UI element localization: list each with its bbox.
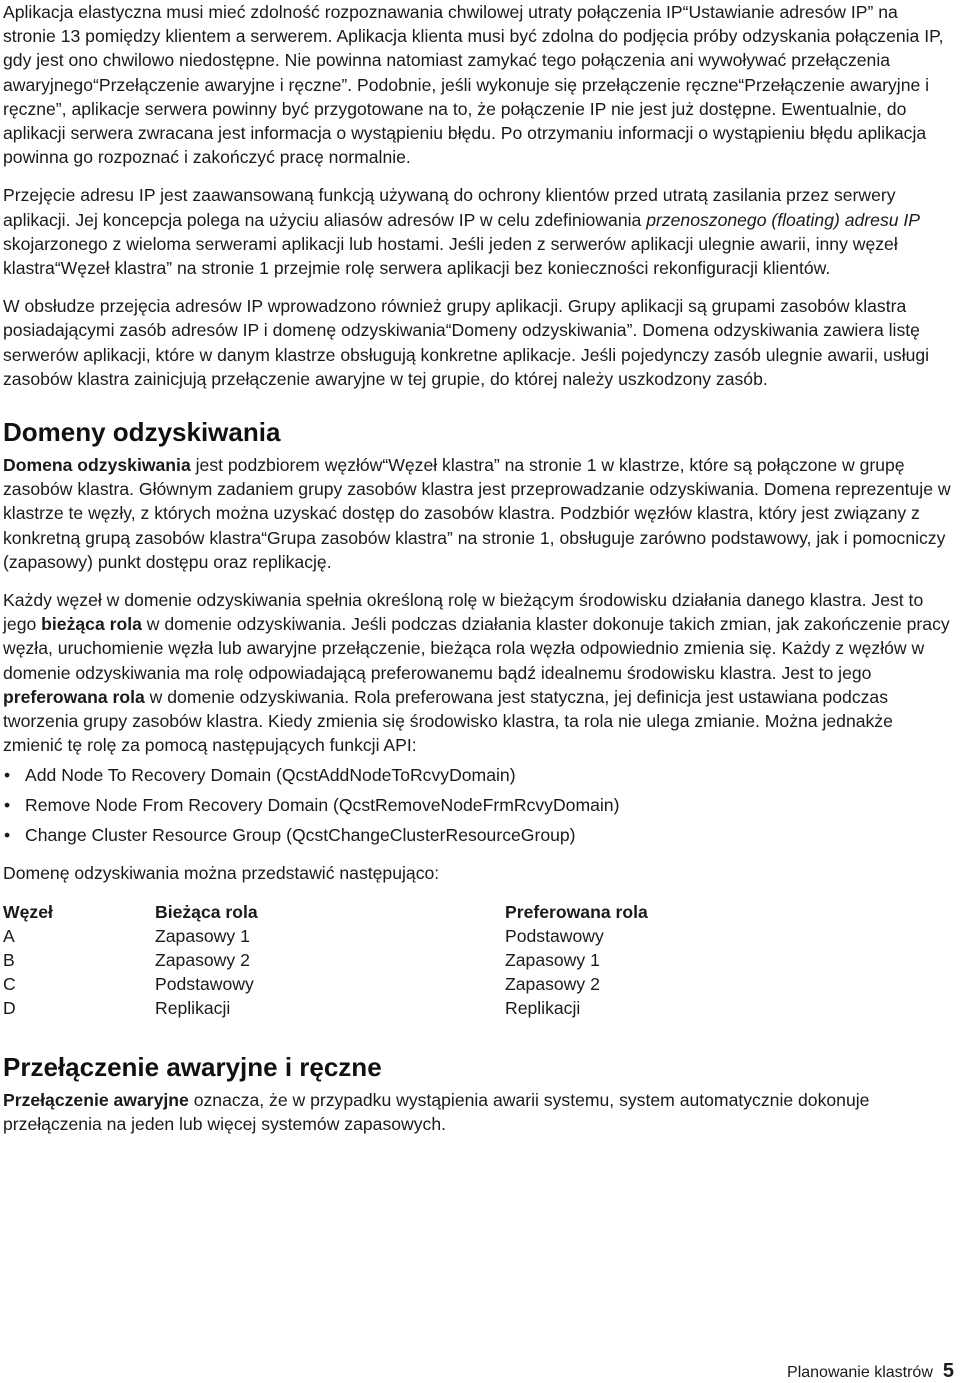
text-run: Aplikacja elastyczna musi mieć zdolność rozpoznawania chwilowej utraty połączenia IP <box>3 2 683 22</box>
text-run: skojarzonego z wieloma serwerami aplikacji lub hostami. Jeśli jeden z serwerów aplikacji ulegnie awarii, inny węzeł klastra <box>3 233 898 279</box>
table-cell: D <box>3 997 16 1018</box>
table-cell: Zapasowy 1 <box>155 925 250 946</box>
column-header-current-role: Bieżąca rola <box>155 901 258 922</box>
text-run: oznacza, że w przypadku wystąpienia awarii systemu, system automatycznie dokonuje przełączenia na jeden lub więcej systemów zapasowych. <box>3 1089 870 1134</box>
table-row <box>3 924 805 948</box>
table-cell: Zapasowy 2 <box>155 949 250 970</box>
paragraph-recovery-domain-definition <box>3 453 955 574</box>
term-recovery-domain: Domena odzyskiwania <box>3 455 191 476</box>
table-cell: C <box>3 973 16 994</box>
table-cell: Replikacji <box>155 997 231 1018</box>
column-header-node: Węzeł <box>3 901 53 922</box>
footer-title: Planowanie klastrów <box>787 1364 933 1381</box>
term-preferred-role: preferowana rola <box>3 686 145 707</box>
floating-ip-term: przenoszonego (floating) adresu IP <box>646 209 921 230</box>
document-page <box>3 0 955 1136</box>
heading-recovery-domains: Domeny odzyskiwania <box>3 417 281 448</box>
paragraph-ip-takeover <box>3 183 955 280</box>
bullet-icon: • <box>4 825 11 846</box>
link-switchover[interactable]: “Przełączenie awaryjne i ręczne” <box>3 74 930 119</box>
text-run: w domenie odzyskiwania. Rola preferowana jest statyczna, jej definicja jest ustawiana podczas tworzenia grupy zasobów klastra. Kiedy zmienia się środowisko klastra, ta rola nie ulega zmianie. Można jednakże zmienić tę rolę za pomocą następujących funkcji API: <box>3 686 893 756</box>
table-cell: Replikacji <box>505 997 581 1018</box>
column-header-preferred-role: Preferowana rola <box>505 901 648 922</box>
link-failover[interactable]: “Przełączenie awaryjne i ręczne” <box>92 74 348 95</box>
list-item <box>3 793 955 823</box>
text-run: , obsługuje zarówno podstawowy, jak i pomocniczy (zapasowy) punkt dostępu oraz replikację. <box>3 527 946 572</box>
list-item <box>3 823 955 853</box>
list-item-text: Add Node To Recovery Domain (QcstAddNodeToRcvyDomain) <box>25 765 516 786</box>
text-run: Każdy węzeł w domenie odzyskiwania spełnia określoną rolę w bieżącym środowisku działania danego klastra. Jest to jego <box>3 590 924 635</box>
paragraph-ip-failure <box>3 0 955 169</box>
link-cluster-node[interactable]: “Węzeł klastra” na stronie 1 <box>382 455 597 476</box>
paragraph-representation: Domenę odzyskiwania można przedstawić następująco: <box>3 863 440 884</box>
page-footer <box>787 1361 954 1383</box>
text-run: jest podzbiorem węzłów <box>190 455 383 476</box>
table-cell: Podstawowy <box>155 973 254 994</box>
table-cell: Zapasowy 2 <box>505 973 600 994</box>
list-item <box>3 763 955 793</box>
table-cell: B <box>3 949 15 970</box>
table-cell: Podstawowy <box>505 925 604 946</box>
paragraph-application-groups <box>3 294 955 391</box>
text-run: przejmie rolę serwera aplikacji bez konieczności rekonfiguracji klientów. <box>268 258 831 279</box>
paragraph-node-roles <box>3 588 955 757</box>
list-item-text: Remove Node From Recovery Domain (QcstRemoveNodeFrmRcvyDomain) <box>25 795 620 816</box>
table-header-row <box>3 900 805 924</box>
text-run: pomiędzy klientem a serwerem. Aplikacja klienta musi być zdolna do podjęcia próby odzyskania połączenia IP, gdy jest ono chwilowo niedostępne. Nie powinna natomiast zamykać tego połączenia ani wywoływać przełączenia awaryjnego <box>3 26 944 95</box>
link-ip-addresses[interactable]: “Ustawianie adresów IP” na stronie 13 <box>3 2 898 47</box>
list-item-text: Change Cluster Resource Group (QcstChangeClusterResourceGroup) <box>25 825 576 846</box>
term-failover: Przełączenie awaryjne <box>3 1089 189 1110</box>
text-run: . Domena odzyskiwania zawiera listę serwerów aplikacji, które w danym klastrze obsługują konkretne aplikacje. Jeśli pojedynczy zasób ulegnie awarii, usługi zasobów klastra zainicjują przełączenie awaryjne w tej grupie, do której należy uszkodzony zasób. <box>3 320 930 389</box>
table-cell: A <box>3 925 15 946</box>
api-list <box>3 763 955 853</box>
bullet-icon: • <box>4 795 11 816</box>
page-number: 5 <box>942 1360 954 1382</box>
table-row <box>3 972 805 996</box>
text-run: W obsłudze przejęcia adresów IP wprowadzono również grupy aplikacji. Grupy aplikacji są grupami zasobów klastra posiadającymi zasób adresów IP i domenę odzyskiwania <box>3 296 907 341</box>
table-row <box>3 996 805 1020</box>
bullet-icon: • <box>4 765 11 786</box>
link-cluster-node[interactable]: “Węzeł klastra” na stronie 1 <box>54 258 269 279</box>
text-run: . Podobnie, jeśli wykonuje się przełączenie ręczne <box>347 74 739 95</box>
link-cluster-resource-group[interactable]: “Grupa zasobów klastra” na stronie 1 <box>261 527 550 548</box>
paragraph-failover-definition <box>3 1088 955 1136</box>
heading-failover-switchover: Przełączenie awaryjne i ręczne <box>3 1051 382 1082</box>
text-run: w klastrze, które są połączone w grupę zasobów klastra. Głównym zadaniem grupy zasobów klastra jest przeprowadzanie odzyskiwania. Domena reprezentuje w klastrze te węzły, z których można uzyskać dostęp do zasobów klastra. Podzbiór węzłów klastra, który jest związany z konkretną grupą zasobów klastra <box>3 455 951 548</box>
table-cell: Zapasowy 1 <box>505 949 600 970</box>
table-row <box>3 948 805 972</box>
text-run: w domenie odzyskiwania. Jeśli podczas działania klaster dokonuje takich zmian, jak zakończenie pracy węzła, uruchomienie węzła lub awaryjne przełączenie, bieżąca rola węzła odpowiednio zmienia się. Każdy z węzłów w domenie odzyskiwania ma rolę odpowiadającą preferowanemu bądź idealnemu środowisku klastra. Jest to jego <box>3 614 950 683</box>
link-recovery-domains[interactable]: “Domeny odzyskiwania” <box>445 320 633 341</box>
recovery-domain-table <box>3 900 805 1020</box>
text-run: Przejęcie adresu IP jest zaawansowaną funkcją używaną do ochrony klientów przed utratą zasilania przez serwery aplikacji. Jej koncepcja polega na użyciu aliasów adresów IP w celu zdefiniowania <box>3 185 896 230</box>
term-current-role: bieżąca rola <box>41 614 142 635</box>
text-run: , aplikacje serwera powinny być przygotowane na to, że połączenie IP nie jest już dostępne. Ewentualnie, do aplikacji serwera zwracana jest informacja o wystąpieniu błędu. Po otrzymaniu informacji o wystąpieniu błędu aplikacja powinna go rozpoznać i zakończyć pracę normalnie. <box>3 98 927 168</box>
